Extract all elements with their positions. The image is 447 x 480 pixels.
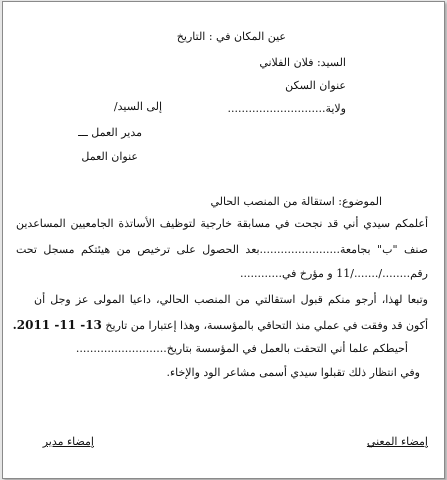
recipient-to: إلى السيد/ — [113, 100, 162, 113]
body-line-5-text: أكون قد وفقت في عملي منذ التحاقي بالمؤسسة، وهذا إعتبارا من تاريخ — [105, 319, 428, 332]
resignation-date: 13- 11- 2011. — [12, 318, 102, 332]
body-line-1: أعلمكم سيدي أني قد نجحت في مسابقة خارجية لتوظيف الأساتذة الجامعيين المساعدين — [16, 217, 428, 230]
body-line-2: صنف "ب" بجامعة.......................بعد الحصول على ترخيص من هيئتكم مسجل تحت — [16, 243, 428, 256]
sender-name: السيد: فلان الفلاني — [259, 56, 346, 69]
body-line-3: رقم......../......./11 و مؤرخ في............ — [240, 267, 428, 280]
sender-wilaya: ولاية............................ — [227, 102, 346, 115]
applicant-signature-label: إمضاء المعني — [366, 435, 428, 448]
body-line-4: وتبعا لهذا، أرجو منكم قبول استقالتي من المنصب الحالي، داعيا المولى عز وجل أن — [34, 293, 428, 306]
sender-address: عنوان السكن — [285, 79, 346, 92]
letter-page — [2, 1, 445, 479]
body-line-5 — [13, 318, 428, 333]
place-date: عين المكان في : التاريخ — [176, 30, 286, 43]
recipient-address: عنوان العمل — [81, 150, 138, 163]
recipient-title: مدير العمل ـــ — [78, 126, 142, 139]
body-line-7: وفي انتظار ذلك تقبلوا سيدي أسمى مشاعر الود والإخاء. — [166, 366, 420, 379]
body-line-6: أحيطكم علما أني التحقت بالعمل في المؤسسة بتاريخ.......................... — [75, 342, 408, 355]
director-signature-label: إمضاء مدير — [42, 435, 94, 448]
subject-line: الموضوع: استقالة من المنصب الحالي — [210, 195, 382, 208]
